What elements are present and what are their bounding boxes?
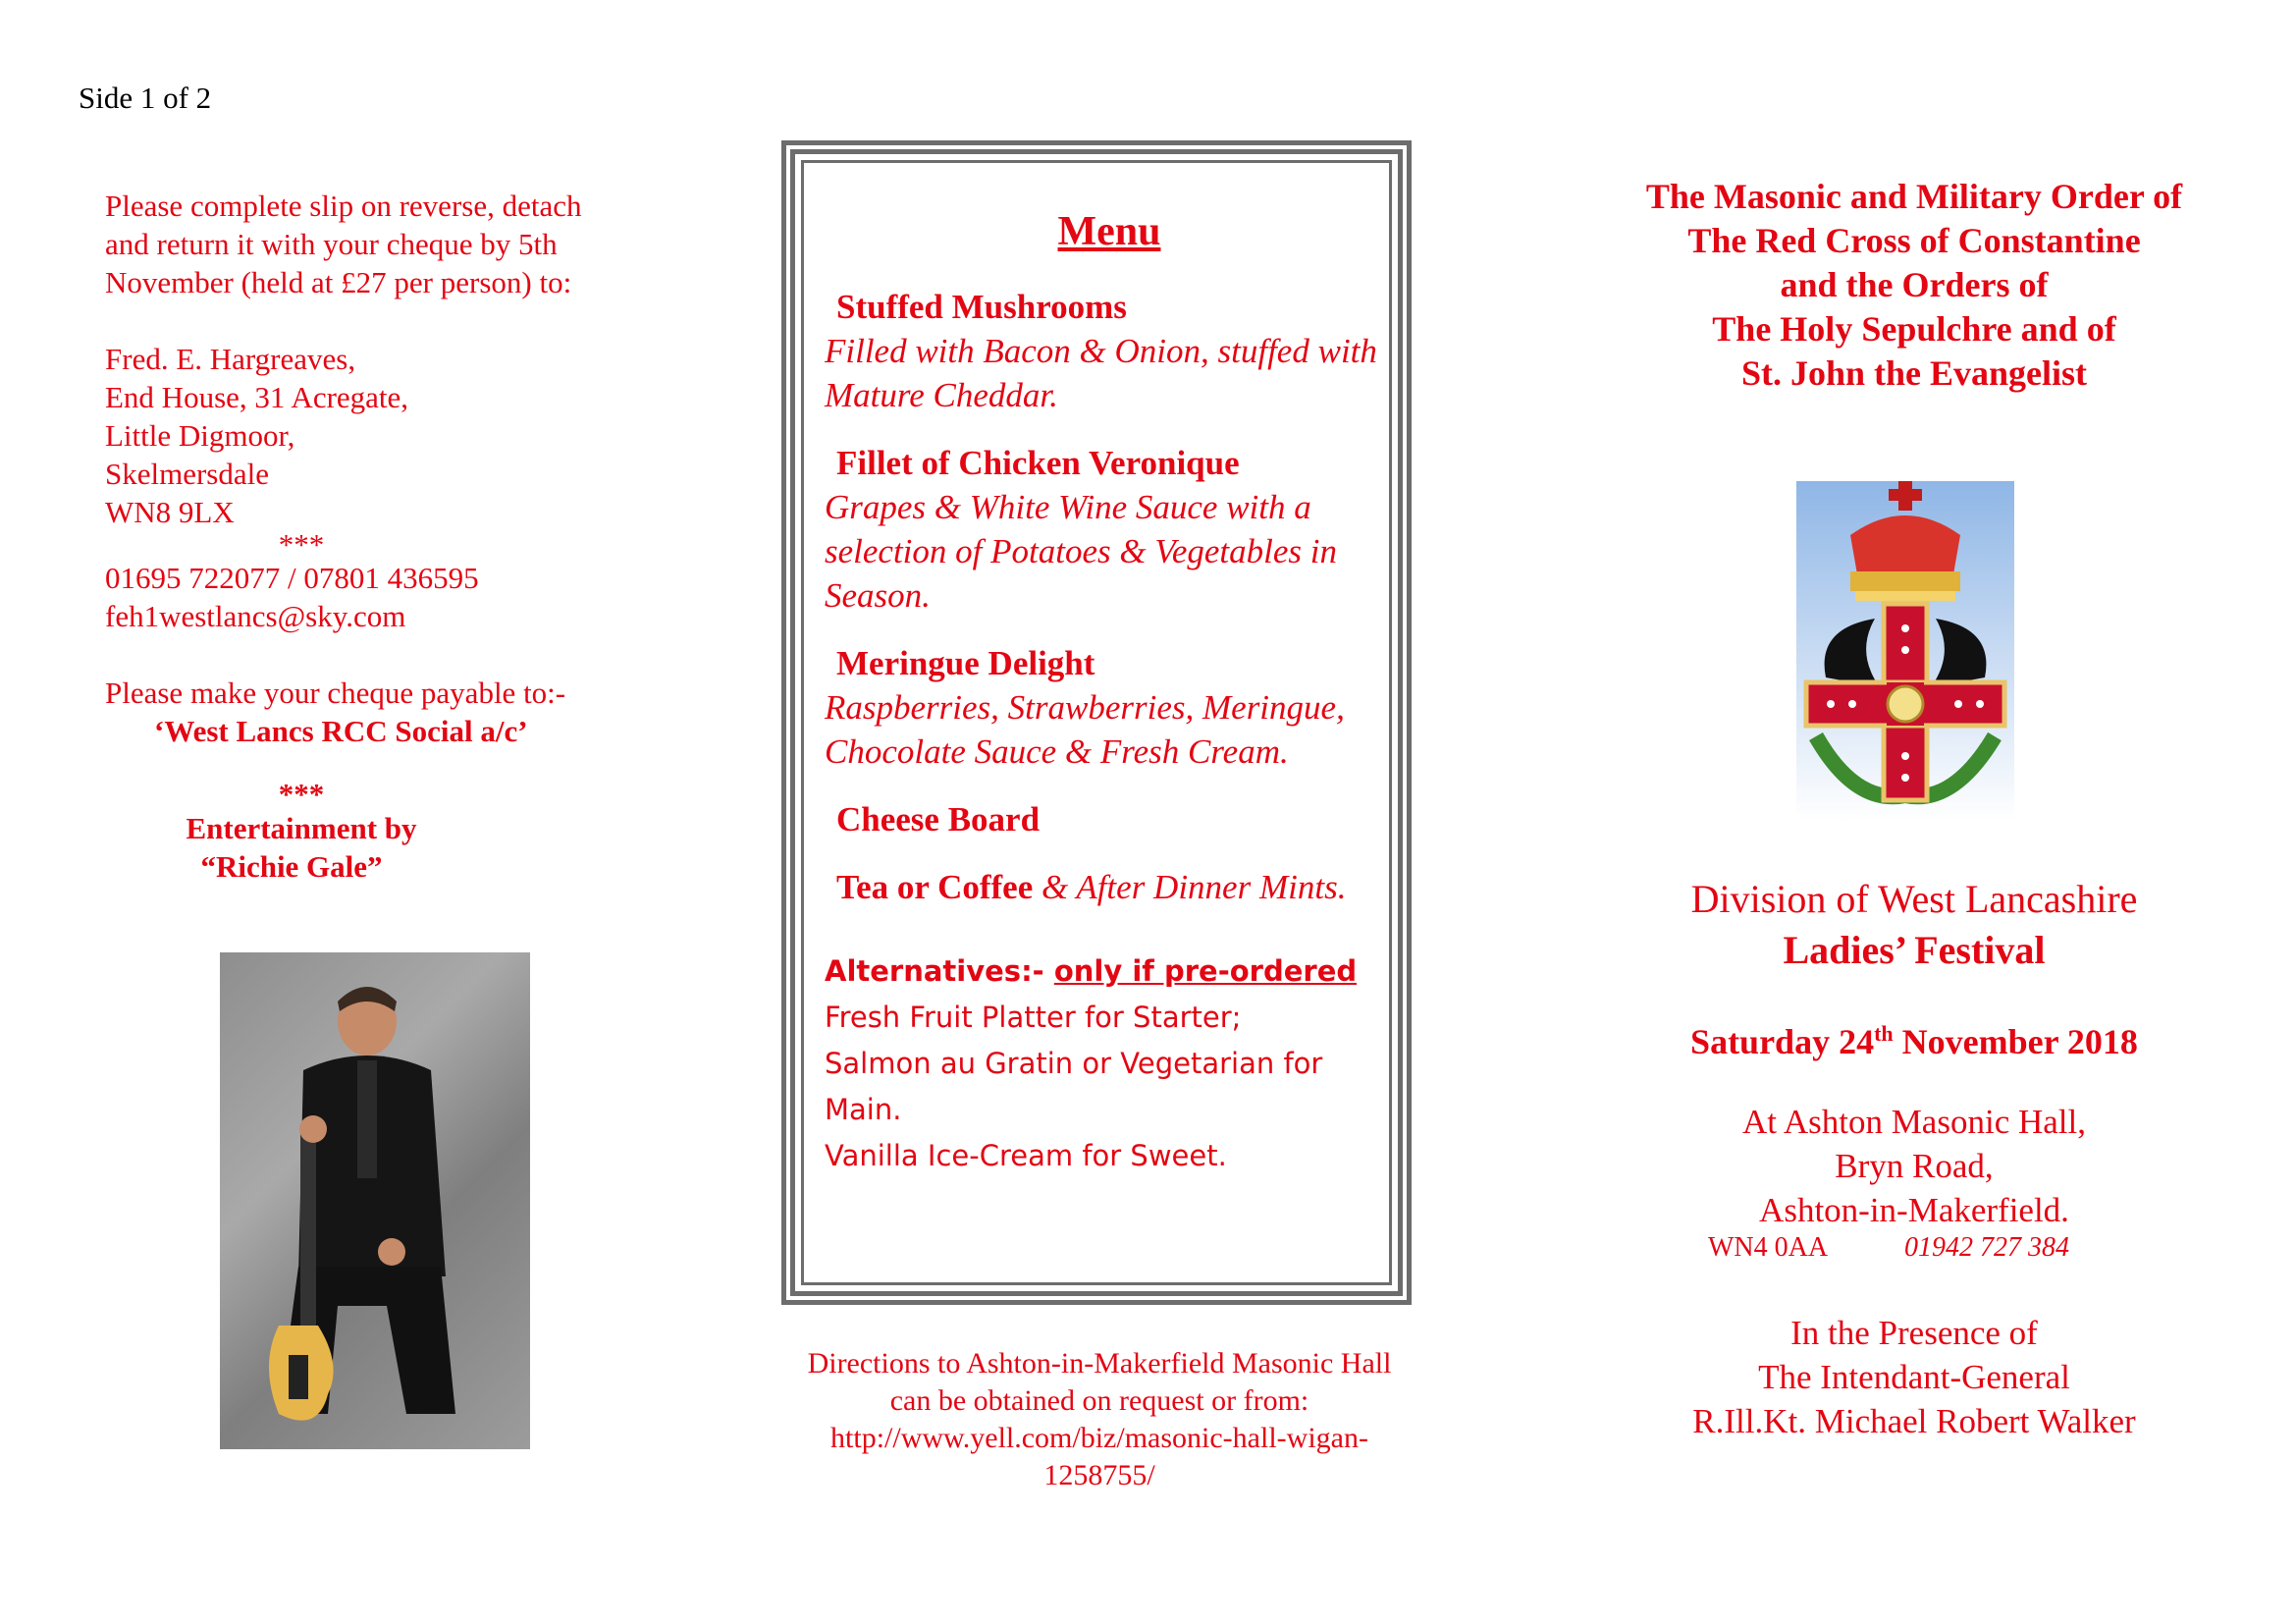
- separator: ***: [278, 777, 325, 811]
- presence-line: In the Presence of: [1790, 1314, 2038, 1352]
- intro-line: and return it with your cheque by 5th: [105, 227, 558, 261]
- intro-line: Please complete slip on reverse, detach: [105, 189, 582, 223]
- alternative-item: Fresh Fruit Platter for Starter;: [825, 1001, 1242, 1034]
- directions-url[interactable]: http://www.yell.com/biz/masonic-hall-wigan-: [830, 1422, 1368, 1454]
- intro-line: November (held at £27 per person) to:: [105, 265, 572, 299]
- menu-course: [825, 441, 1394, 618]
- directions-line: Directions to Ashton-in-Makerfield Masonic Hall: [807, 1347, 1392, 1380]
- order-title-line: The Red Cross of Constantine: [1687, 221, 2141, 260]
- menu-title: Menu: [1057, 209, 1161, 254]
- course-description: & After Dinner Mints.: [1041, 868, 1347, 906]
- event-date: [1590, 1011, 2238, 1064]
- directions-line: can be obtained on request or from:: [889, 1384, 1309, 1417]
- side-label: Side 1 of 2: [79, 81, 212, 115]
- order-crest: [1796, 481, 2014, 821]
- menu-content: [825, 208, 1394, 1179]
- performer-illustration: [220, 952, 530, 1449]
- course-name: Fillet of Chicken Veronique: [836, 444, 1240, 482]
- menu-course: [825, 641, 1394, 774]
- cheque-instruction: Please make your cheque payable to:-: [105, 676, 566, 710]
- course-name: Stuffed Mushrooms: [836, 288, 1127, 326]
- venue-contact: [1708, 1232, 2069, 1264]
- date-day: Saturday 24: [1690, 1022, 1875, 1061]
- separator: ***: [278, 527, 325, 562]
- presence-line: The Intendant-General: [1758, 1358, 2070, 1396]
- crest-icon: [1796, 481, 2014, 821]
- course-name: Cheese Board: [836, 800, 1041, 839]
- left-column: [105, 187, 655, 886]
- address-line: Skelmersdale: [105, 457, 270, 491]
- email-address[interactable]: feh1westlancs@sky.com: [105, 599, 406, 633]
- course-line: [825, 865, 1394, 909]
- cheque-payee: ‘West Lancs RCC Social a/c’: [154, 714, 528, 748]
- festival-name: Ladies’ Festival: [1783, 928, 2046, 972]
- date-rest: November 2018: [1893, 1022, 2138, 1061]
- order-title-line: The Masonic and Military Order of: [1645, 177, 2183, 216]
- directions-url[interactable]: 1258755/: [1043, 1459, 1155, 1491]
- alternatives-label: Alternatives:-: [825, 954, 1044, 988]
- date-suffix: th: [1874, 1021, 1894, 1046]
- alternative-item: Vanilla Ice-Cream for Sweet.: [825, 1139, 1227, 1172]
- alternatives-note: only if pre-ordered: [1053, 954, 1358, 988]
- venue-phone: 01942 727 384: [1904, 1232, 2069, 1263]
- order-title-line: St. John the Evangelist: [1740, 353, 2088, 393]
- menu-course: [825, 797, 1394, 841]
- course-description: Raspberries, Strawberries, Meringue, Chocolate Sauce & Fresh Cream.: [825, 688, 1345, 771]
- order-title-line: The Holy Sepulchre and of: [1712, 309, 2116, 349]
- phone-number: 01695 722077 / 07801 436595: [105, 561, 479, 595]
- menu-course: [825, 285, 1394, 417]
- division-name: Division of West Lancashire: [1690, 877, 2138, 921]
- presence-of: [1590, 1311, 2238, 1443]
- course-description: Filled with Bacon & Onion, stuffed with Mature Cheddar.: [825, 332, 1377, 414]
- address-line: Fred. E. Hargreaves,: [105, 342, 356, 376]
- venue-address: [1590, 1100, 2238, 1232]
- alternatives: [825, 948, 1394, 1179]
- venue-line: At Ashton Masonic Hall,: [1742, 1103, 2086, 1141]
- address-line: End House, 31 Acregate,: [105, 380, 409, 414]
- alternatives-heading: [825, 948, 1394, 995]
- alternative-item: Salmon au Gratin or Vegetarian for Main.: [825, 1047, 1323, 1126]
- order-title-line: and the Orders of: [1780, 265, 2049, 304]
- venue-postcode: WN4 0AA: [1708, 1232, 1829, 1263]
- division-heading: [1590, 874, 2238, 976]
- course-name: Tea or Coffee: [836, 868, 1034, 906]
- performer-photo: [220, 952, 530, 1449]
- course-name: Meringue Delight: [836, 644, 1095, 682]
- order-title: [1590, 175, 2238, 396]
- menu-frame: [781, 140, 1412, 1305]
- menu-course: [825, 865, 1394, 909]
- entertainer-name: “Richie Gale”: [200, 849, 383, 884]
- venue-line: Ashton-in-Makerfield.: [1759, 1191, 2069, 1229]
- address-line: WN8 9LX: [105, 495, 235, 529]
- venue-line: Bryn Road,: [1835, 1147, 1994, 1185]
- entertainment-label: Entertainment by: [186, 811, 417, 845]
- address-line: Little Digmoor,: [105, 418, 295, 453]
- presence-line: R.Ill.Kt. Michael Robert Walker: [1692, 1402, 2136, 1440]
- directions: [756, 1345, 1443, 1494]
- course-description: Grapes & White Wine Sauce with a selection of Potatoes & Vegetables in Season.: [825, 488, 1337, 615]
